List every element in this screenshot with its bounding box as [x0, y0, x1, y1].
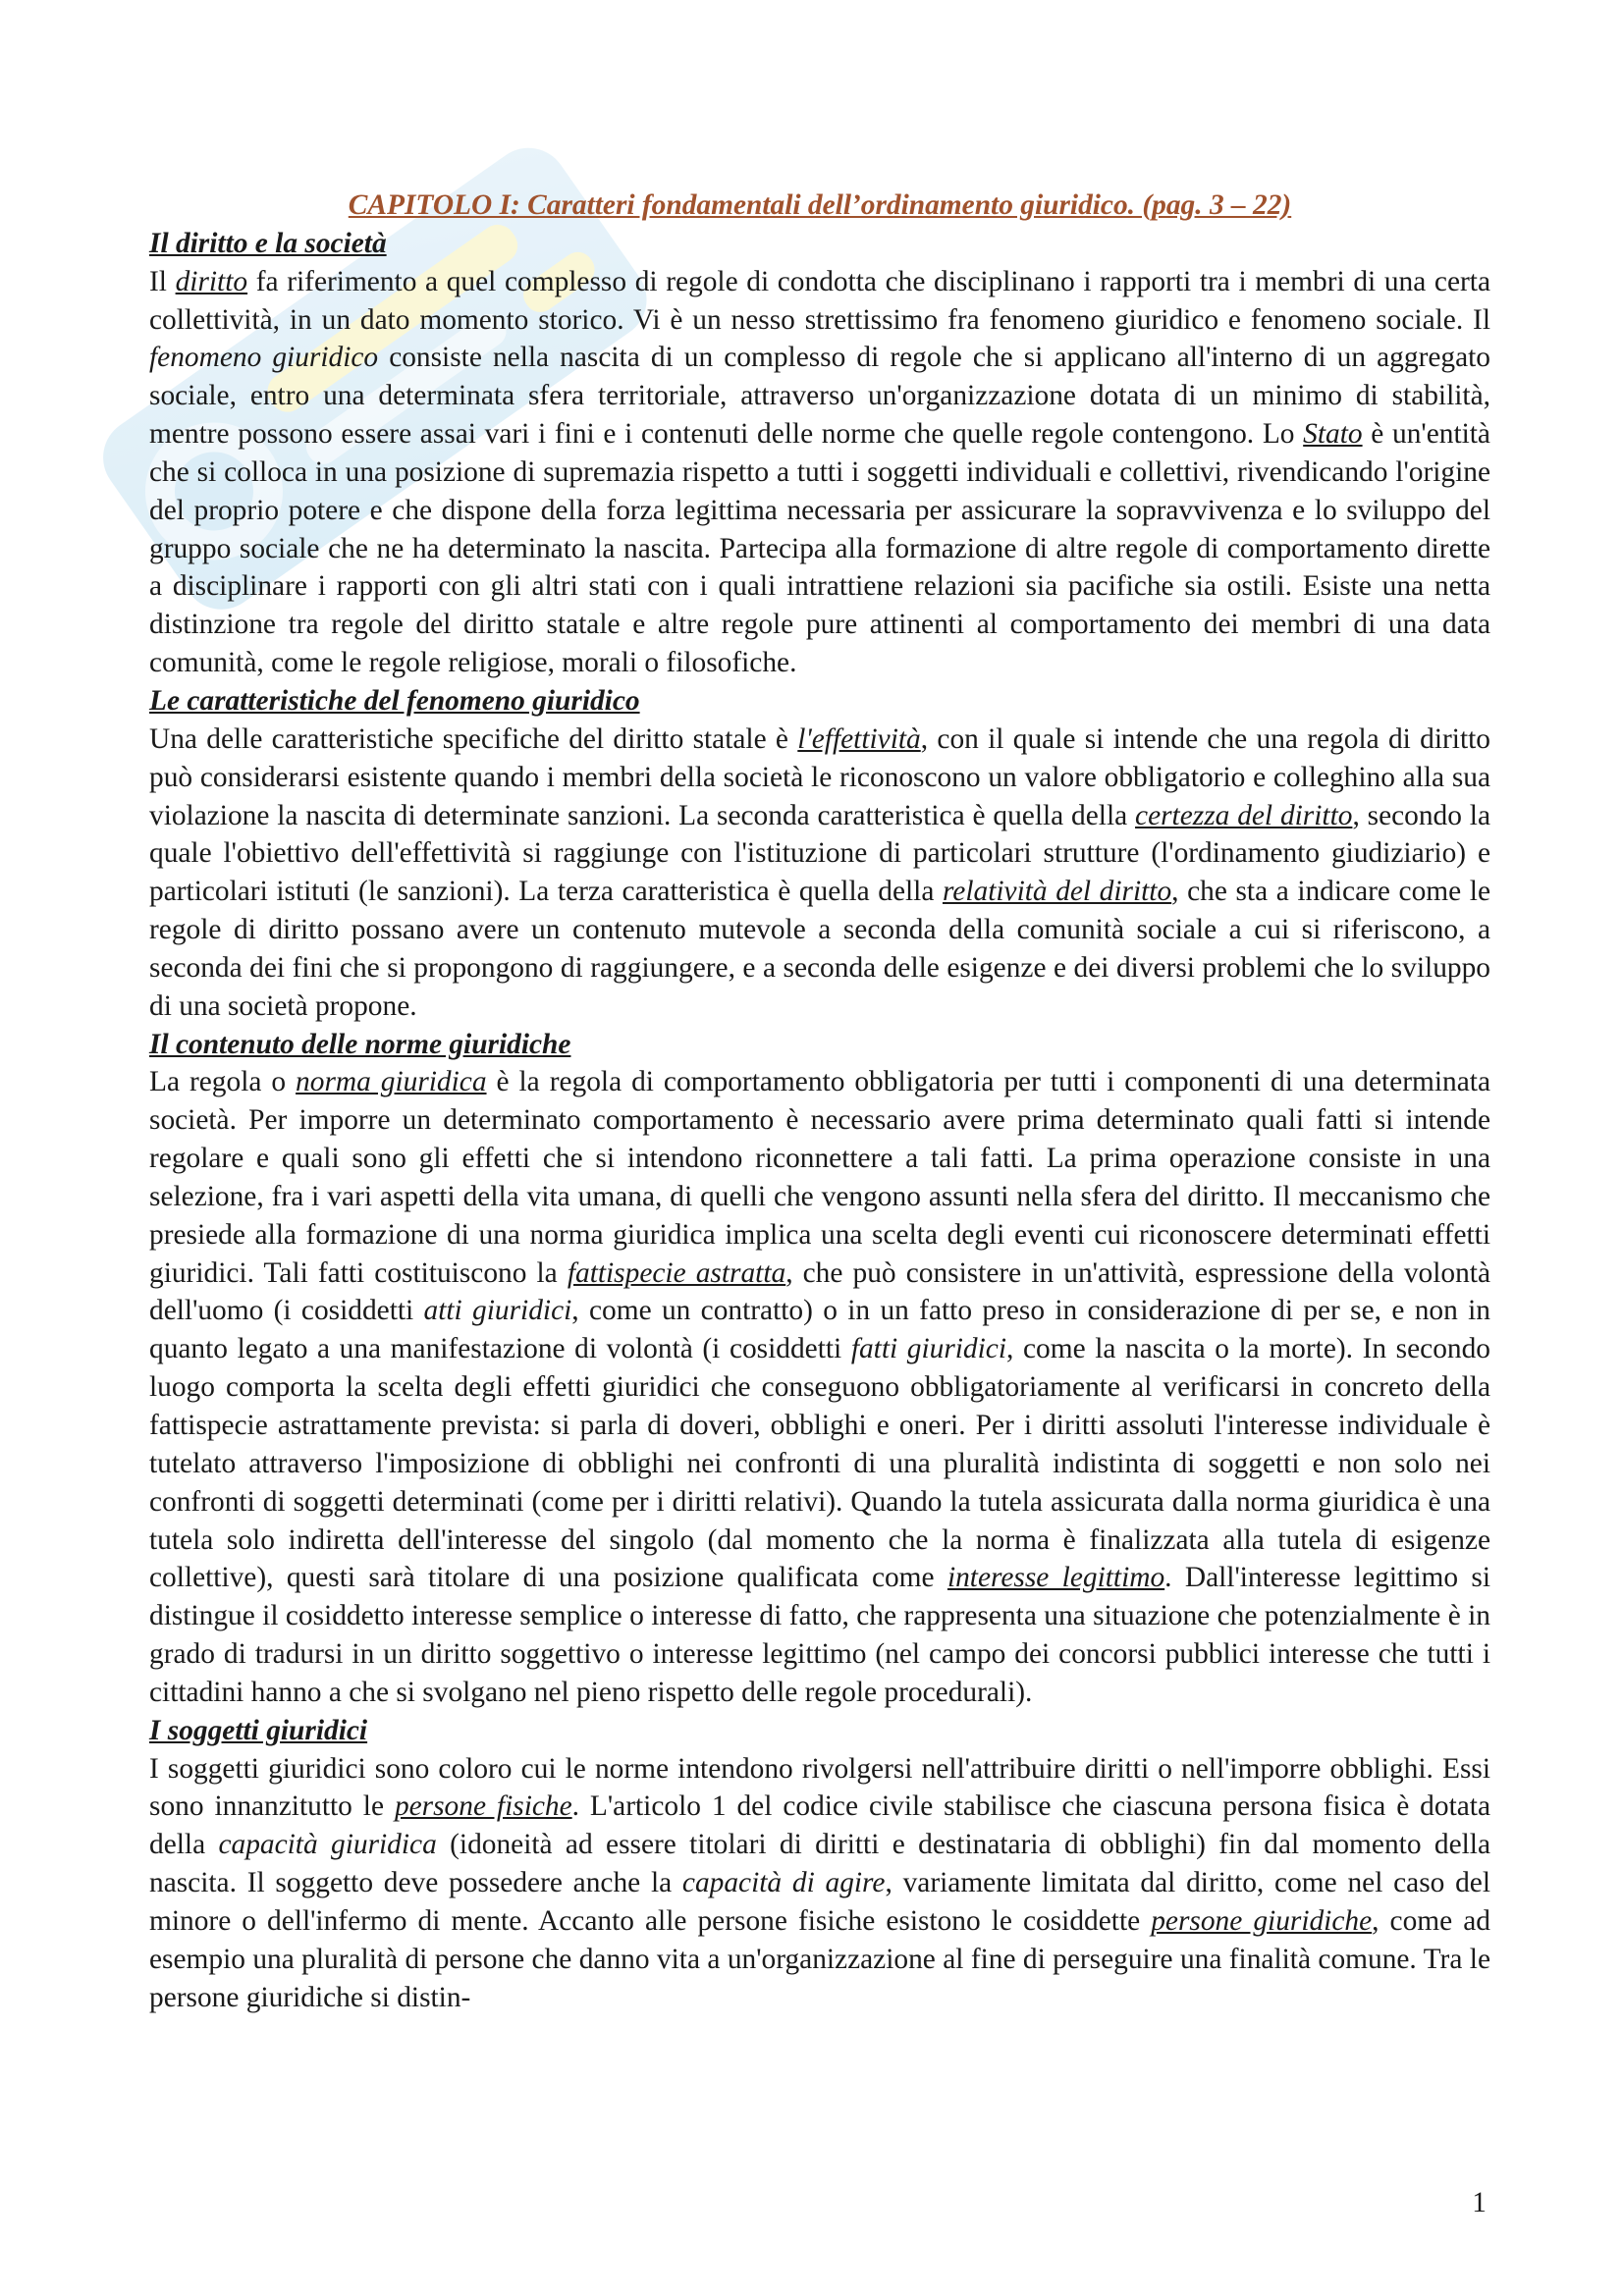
- section-paragraph: [149, 721, 1490, 1026]
- text-run: , come la nascita o la morte). In secondo luogo comporta la scelta degli effetti giuridici che conseguono obbligatoriamente al verificarsi in concreto della fattispecie astrattamente prevista: si parla di doveri, obblighi e oneri. Per i diritti assoluti l'interesse individuale è tutelato attraverso l'imposizione di obblighi nei confronti di una pluralità indistinta di soggetti e non solo nei confronti di soggetti determinati (come per i diritti relativi). Quando la tutela assicurata dalla norma giuridica è una tutela solo indiretta dell'interesse del singolo (dal momento che la norma è finalizzata alla tutela di esigenze collettive), questi sarà titolare di una posizione qualificata come: [149, 1333, 1490, 1594]
- key-term-italic: fenomeno giuridico: [149, 342, 379, 374]
- section-paragraph: [149, 263, 1490, 682]
- key-term-underlined: persone giuridiche: [1151, 1904, 1373, 1937]
- key-term-italic: capacità di agire: [681, 1867, 886, 1899]
- page-number: 1: [1472, 2187, 1487, 2218]
- section-heading: Il diritto e la società: [149, 227, 387, 259]
- key-term-italic: capacità giuridica: [218, 1829, 437, 1861]
- text-run: (idoneità ad essere titolari di diritti e destinataria di obblighi) fin dal momento della nascita. Il soggetto deve possedere anche la: [149, 1829, 1490, 1899]
- key-term-italic: atti giuridici: [423, 1295, 572, 1327]
- chapter-title: CAPITOLO I: Caratteri fondamentali dell’ordinamento giuridico. (pag. 3 – 22): [348, 189, 1292, 221]
- text-run: , secondo la quale l'obiettivo dell'effettività si raggiunge con l'istituzione di particolari strutture (l'ordinamento giudiziario) e particolari istituti (le sanzioni). La terza caratteristica è quella della: [149, 799, 1491, 908]
- text-run: La regola o: [149, 1066, 297, 1098]
- section-heading: Il contenuto delle norme giuridiche: [149, 1028, 571, 1060]
- key-term-italic: fatti giuridici: [850, 1333, 1007, 1365]
- text-run: , variamente limitata dal diritto, come nel caso del minore o dell'infermo di mente. Accanto alle persone fisiche esistono le cosiddette: [149, 1867, 1491, 1937]
- text-run: è la regola di comportamento obbligatoria per tutti i componenti di una determinata società. Per imporre un determinato comportamento è necessario avere prima determinato quali fatti si intende regolare e quali sono gli effetti che si intendono riconnettere a tali fatti. La prima operazione consiste in una selezione, fra i vari aspetti della vita umana, di quelli che vengono assunti nella sfera del diritto. Il meccanismo che presiede alla formazione di una norma giuridica implica una scelta degli eventi cui riconoscere determinati effetti giuridici. Tali fatti costituiscono la: [149, 1066, 1490, 1289]
- section-paragraph: [149, 1063, 1490, 1711]
- text-run: , che sta a indicare come le regole di diritto possano avere un contenuto mutevole a seconda della comunità sociale a cui si riferiscono, a seconda dei fini che si propongono di raggiungere, e a seconda delle esigenze e dei diversi problemi che lo sviluppo di una società propone.: [149, 876, 1490, 1022]
- text-run: . L'articolo 1 del codice civile stabilisce che ciascuna persona fisica è dotata della: [149, 1790, 1490, 1861]
- key-term-underlined: fattispecie astratta: [567, 1256, 786, 1289]
- sections-container: [149, 225, 1490, 2017]
- text-run: , che può consistere in un'attività, espressione della volontà dell'uomo (i cosiddetti: [149, 1256, 1490, 1327]
- text-run: I soggetti giuridici sono coloro cui le norme intendono rivolgersi nell'attribuire diritti o nell'imporre obblighi. Essi sono innanzitutto le: [149, 1752, 1490, 1823]
- text-run: è un'entità che si colloca in una posizione di supremazia rispetto a tutti i soggetti individuali e collettivi, rivendicando l'origine del proprio potere e che dispone della forza legittima necessaria per assicurare la sopravvivenza e lo sviluppo del gruppo sociale che ne ha determinato la nascita. Partecipa alla formazione di altre regole di comportamento dirette a disciplinare i rapporti con gli altri stati con i quali intrattiene relazioni sia pacifiche sia ostili. Esiste una netta distinzione tra regole del diritto statale e altre regole pure attinenti al comportamento dei membri di una data comunità, come le regole religiose, morali o filosofiche.: [149, 418, 1490, 679]
- key-term-underlined: relatività del diritto: [942, 876, 1172, 908]
- section-heading: Le caratteristiche del fenomeno giuridico: [149, 684, 640, 717]
- text-run: consiste nella nascita di un complesso di regole che si applicano all'interno di un aggregato sociale, entro una determinata sfera territoriale, attraverso un'organizzazione dotata di un minimo di stabilità, mentre possono essere assai vari i fini e i contenuti delle norme che quelle regole contengono. Lo: [149, 342, 1491, 451]
- text-run: , con il quale si intende che una regola di diritto può considerarsi esistente quando i membri della società le riconoscono un valore obbligatorio e colleghino alla sua violazione la nascita di determinate sanzioni. La seconda caratteristica è quella della: [149, 722, 1490, 831]
- text-run: , come un contratto) o in un fatto preso in considerazione di per se, e non in quanto legato a una manifestazione di volontà (i cosiddetti: [149, 1295, 1490, 1365]
- key-term-underlined: Stato: [1303, 418, 1363, 451]
- section-heading: I soggetti giuridici: [149, 1714, 368, 1746]
- section-paragraph: [149, 1750, 1490, 2017]
- key-term-underlined: l'effettività: [797, 722, 921, 755]
- key-term-underlined: persone fisiche: [394, 1790, 572, 1823]
- text-run: Una delle caratteristiche specifiche del diritto statale è: [149, 722, 798, 755]
- key-term-underlined: certezza del diritto: [1135, 799, 1353, 831]
- text-run: Il: [149, 265, 176, 297]
- text-run: fa riferimento a quel complesso di regole di condotta che disciplinano i rapporti tra i membri di una certa collettività, in un dato momento storico. Vi è un nesso strettissimo fra fenomeno giuridico e fenomeno sociale. Il: [149, 265, 1490, 336]
- text-run: , come ad esempio una pluralità di persone che danno vita a un'organizzazione al fine di perseguire una finalità comune. Tra le persone giuridiche si distin-: [149, 1904, 1490, 2013]
- key-term-underlined: norma giuridica: [296, 1066, 487, 1098]
- document-content: [149, 187, 1490, 2017]
- key-term-underlined: interesse legittimo: [947, 1562, 1165, 1594]
- key-term-underlined: diritto: [175, 265, 248, 297]
- text-run: . Dall'interesse legittimo si distingue il cosiddetto interesse semplice o interesse di fatto, che rappresenta una situazione che potenzialmente è in grado di tradursi in un diritto soggettivo o interesse legittimo (nel campo dei concorsi pubblici interesse che tutti i cittadini hanno a che si svolgano nel pieno rispetto delle regole procedurali).: [149, 1562, 1490, 1708]
